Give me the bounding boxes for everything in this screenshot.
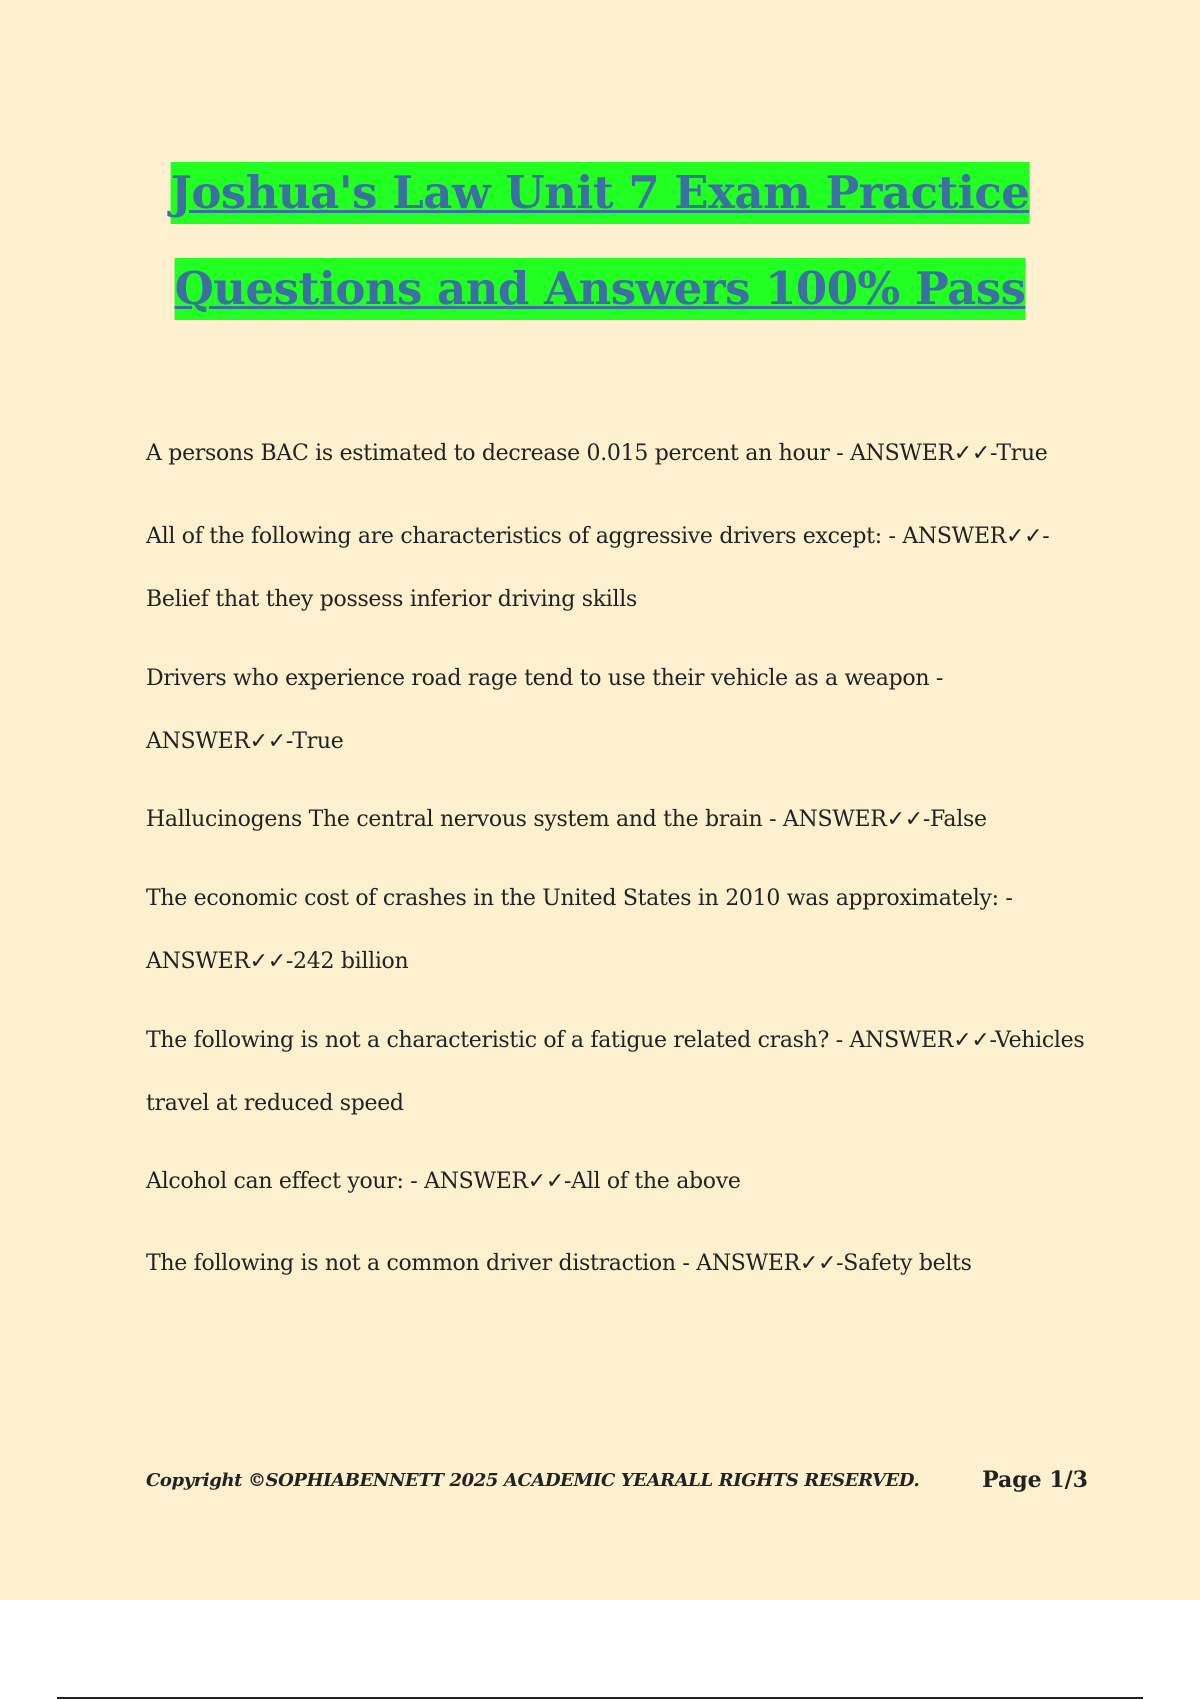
footer-copyright: Copyright ©SOPHIABENNETT 2025 ACADEMIC YEARALL RIGHTS RESERVED. bbox=[146, 1470, 920, 1491]
bottom-divider bbox=[57, 1697, 1143, 1699]
qa-item-3: Drivers who experience road rage tend to use their vehicle as a weapon - ANSWER✓✓-True bbox=[146, 666, 944, 754]
qa-item-8: The following is not a common driver distraction - ANSWER✓✓-Safety belts bbox=[146, 1251, 972, 1276]
qa-item-6: The following is not a characteristic of a fatigue related crash? - ANSWER✓✓-Vehicles travel at reduced speed bbox=[146, 1028, 1085, 1116]
title-line-1: Joshua's Law Unit 7 Exam Practice bbox=[171, 162, 1030, 224]
qa-item-1: A persons BAC is estimated to decrease 0.015 percent an hour - ANSWER✓✓-True bbox=[146, 441, 1048, 466]
title-line-2: Questions and Answers 100% Pass bbox=[175, 258, 1026, 320]
qa-item-7: Alcohol can effect your: - ANSWER✓✓-All of the above bbox=[146, 1169, 741, 1194]
qa-item-2: All of the following are characteristics of aggressive drivers except: - ANSWER✓✓-Belief that they possess inferior driving skills bbox=[146, 524, 1050, 612]
qa-item-4: Hallucinogens The central nervous system and the brain - ANSWER✓✓-False bbox=[146, 807, 987, 832]
page-number: Page 1/3 bbox=[982, 1467, 1088, 1493]
qa-item-5: The economic cost of crashes in the United States in 2010 was approximately: - ANSWER✓✓-242 billion bbox=[146, 886, 1013, 974]
